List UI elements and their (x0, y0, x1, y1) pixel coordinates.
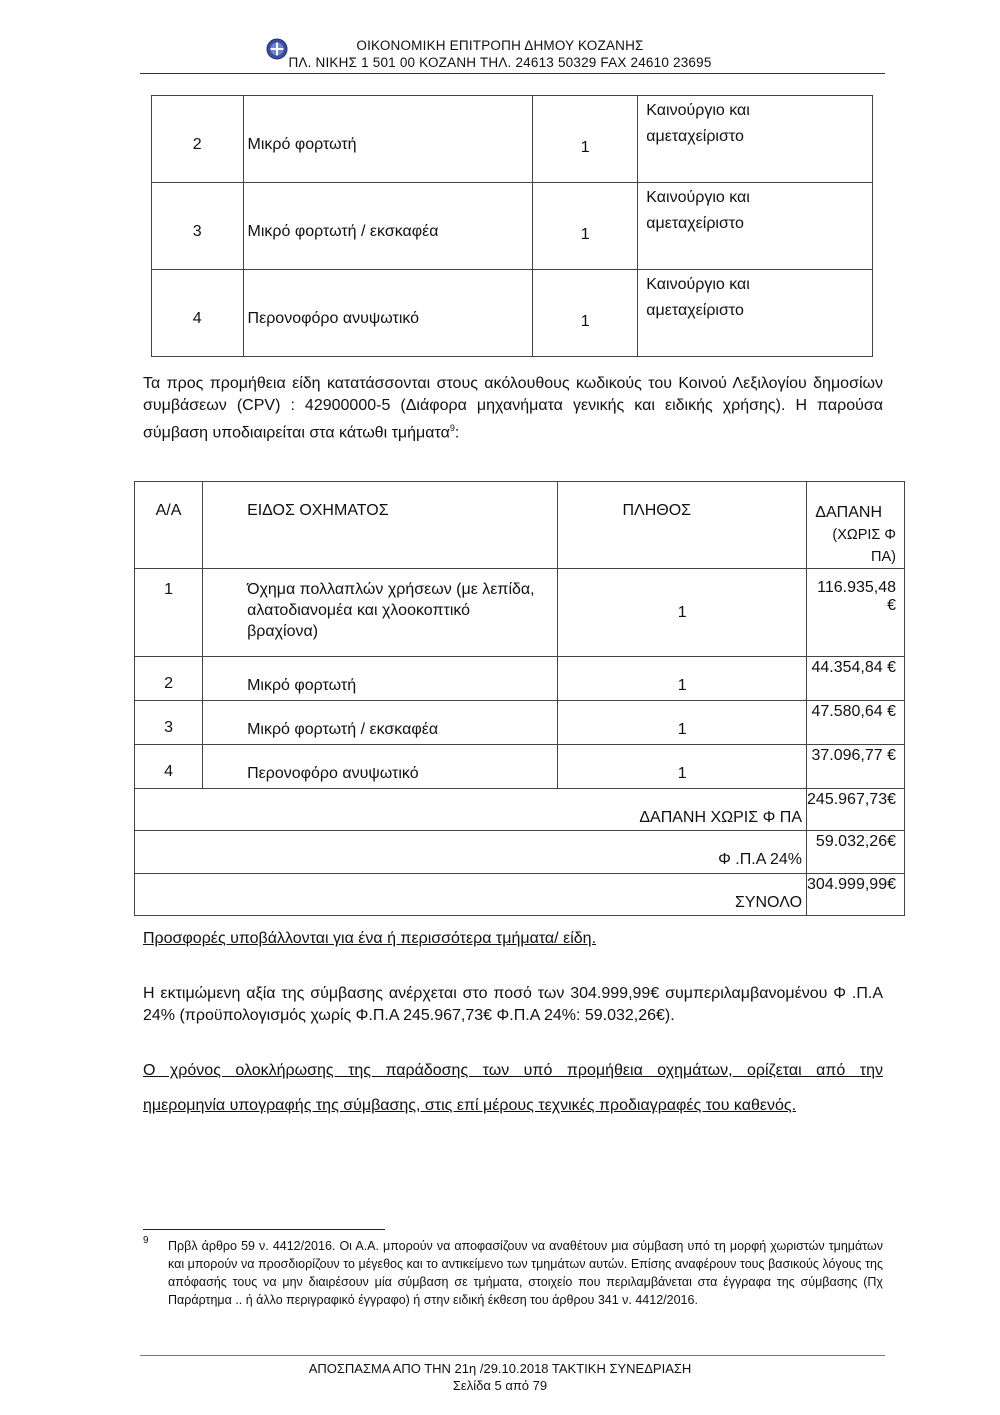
item-qty: 1 (533, 270, 638, 357)
totals-row (135, 789, 905, 831)
footer-divider (140, 1355, 885, 1356)
header-cost-note: (ΧΩΡΙΣ Φ ΠΑ) (832, 527, 896, 565)
total-label: ΔΑΠΑΝΗ ΧΩΡΙΣ Φ ΠΑ (135, 789, 807, 831)
table-row (152, 183, 873, 270)
item-condition: αμεταχείριστο (646, 128, 744, 145)
table-row: 1 Όχημα πολλαπλών χρήσεων (με λεπίδα, αλατοδιανομέα και χλοοκοπτικό βραχίονα) 1 116.935,48 € (135, 569, 905, 657)
header-org-name: ΟΙΚΟΝΟΜΙΚΗ ΕΠΙΤΡΟΠΗ ΔΗΜΟΥ ΚΟΖΑΝΗΣ (356, 38, 644, 53)
item-condition: αμεταχείριστο (646, 215, 744, 232)
page-number: Σελίδα 5 από 79 (452, 1378, 548, 1393)
cpv-paragraph: Τα προς προμήθεια είδη κατατάσσονται στους ακόλουθους κωδικούς του Κοινού Λεξιλογίου δημοσίων συμβάσεων (CPV) : 42900000-5 (Διάφορα μηχανήματα γενικής και ειδικής χρήσης). Η παρούσα σύμβαση υποδιαιρείται στα κάτωθι τμήματα$^9$: (143, 375, 883, 442)
lots-cost-table (134, 481, 905, 916)
row-number: 3 (152, 183, 244, 270)
header-divider (140, 73, 885, 74)
totals-row (135, 831, 905, 874)
offers-note: Προσφορές υποβάλλονται για ένα ή περισσότερα τμήματα/ είδη. (143, 930, 597, 947)
delivery-paragraph-line2: ημερομηνία υπογραφής της σύμβασης, στις επί μέρους τεχνικές προδιαγραφές του καθενός. (143, 1097, 797, 1114)
table-row (135, 701, 905, 745)
row-number: 4 (135, 745, 203, 789)
row-number: 1 (135, 569, 203, 657)
item-qty: 1 (533, 96, 638, 183)
footnote-number: 9 (143, 1235, 149, 1246)
vat-value: 59.032,26€ (807, 831, 905, 874)
vehicle-qty: 1 (558, 569, 807, 657)
table-header-row (135, 482, 905, 569)
vehicle-type: Όχημα πολλαπλών χρήσεων (με λεπίδα, (247, 581, 535, 598)
estimated-value-paragraph: Η εκτιμώμενη αξία της σύμβασης ανέρχεται στο ποσό των 304.999,99€ συμπεριλαμβανομένου Φ .Π.Α 24% (προϋπολογισμός χωρίς Φ.Π.Α 245.967,73€ Φ.Π.Α 24%: 59.032,26€). (143, 985, 883, 1024)
vehicle-qty: 1 (558, 701, 807, 745)
vehicle-qty: 1 (558, 657, 807, 701)
item-name: Μικρό φορτωτή / εκσκαφέα (247, 223, 439, 240)
table-row (135, 745, 905, 789)
header-address: ΠΛ. ΝΙΚΗΣ 1 501 00 ΚΟΖΑΝΗ ΤΗΛ. 24613 50329 FAX 24610 23695 (288, 55, 712, 70)
grand-total-label: ΣΥΝΟΛΟ (135, 874, 807, 916)
item-condition: Καινούργιο και (646, 276, 750, 293)
delivery-paragraph-line1: Ο χρόνος ολοκλήρωσης της παράδοσης των υπό προμήθεια οχημάτων, ορίζεται από την (143, 1062, 883, 1079)
header-no: Α/Α (135, 482, 203, 569)
footnote-ref[interactable]: 9 (449, 423, 455, 433)
table-row (152, 270, 873, 357)
item-condition: Καινούργιο και (646, 189, 750, 206)
header-type: ΕΙΔΟΣ ΟΧΗΜΑΤΟΣ (203, 482, 558, 569)
vehicle-cost: 47.580,64 € (807, 701, 905, 745)
item-name: Μικρό φορτωτή (247, 136, 357, 153)
vehicle-cost: 37.096,77 € (807, 745, 905, 789)
item-condition: Καινούργιο και (646, 102, 750, 119)
row-number: 4 (152, 270, 244, 357)
totals-row (135, 874, 905, 916)
vehicle-type: Μικρό φορτωτή (203, 657, 558, 701)
items-condition-table (151, 95, 873, 357)
header-cost: ΔΑΠΑΝΗ (815, 504, 882, 521)
vehicle-cost: 116.935,48 € (807, 569, 905, 657)
footer-title: ΑΠΟΣΠΑΣΜΑ ΑΠΟ ΤΗΝ 21η /29.10.2018 ΤΑΚΤΙΚΗ ΣΥΝΕΔΡΙΑΣΗ (308, 1361, 692, 1376)
row-number: 2 (152, 96, 244, 183)
vehicle-type: Μικρό φορτωτή / εκσκαφέα (203, 701, 558, 745)
row-number: 2 (135, 657, 203, 701)
item-condition: αμεταχείριστο (646, 302, 744, 319)
table-row (135, 657, 905, 701)
item-name: Περονοφόρο ανυψωτικό (247, 310, 420, 327)
total-value: 245.967,73€ (807, 789, 905, 831)
vehicle-type: Περονοφόρο ανυψωτικό (203, 745, 558, 789)
grand-total-value: 304.999,99€ (807, 874, 905, 916)
footnote-divider (143, 1229, 385, 1230)
table-row (152, 96, 873, 183)
header-qty: ΠΛΗΘΟΣ (558, 482, 807, 569)
vat-label: Φ .Π.Α 24% (135, 831, 807, 874)
vehicle-cost: 44.354,84 € (807, 657, 905, 701)
footnote-text: Πρβλ άρθρο 59 ν. 4412/2016. Οι Α.Α. μπορούν να αποφασίζουν να αναθέτουν μια σύμβαση υπό τη μορφή χωριστών τμημάτων και μπορούν να προσδιορίζουν το μέγεθος και το αντικείμενο των τμημάτων αυτών. Επίσης αναφέρουν τους βασικούς λόγους της απόφασής τους να μην διαιρέσουν μία σύμβαση σε τμήματα, στοιχείο που περιλαμβάνεται στα έγγραφα της σύμβασης (Πχ Παράρτημα .. ή άλλο περιγραφικό έγγραφο) ή στην ειδική έκθεση του άρθρου 341 ν. 4412/2016. (168, 1239, 883, 1307)
vehicle-qty: 1 (558, 745, 807, 789)
row-number: 3 (135, 701, 203, 745)
item-qty: 1 (533, 183, 638, 270)
